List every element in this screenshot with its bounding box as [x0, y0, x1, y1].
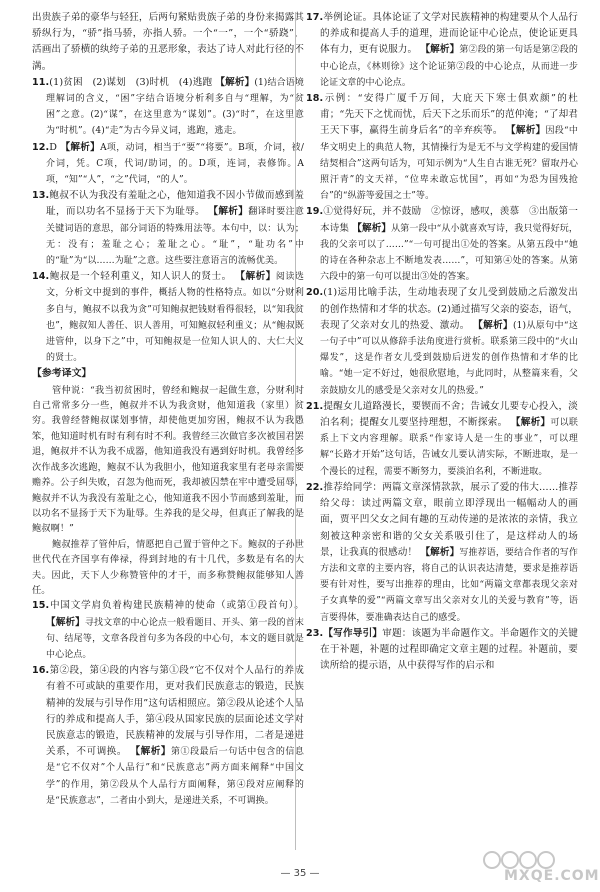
- site-watermark: [482, 848, 600, 886]
- question-number: 13.: [32, 190, 50, 202]
- column-divider: [295, 12, 296, 850]
- analysis-text: 第②段的第一句话是第②段的中心论点，《林则徐》这个论证第②段的中心论点，从而进一步论证文章的中心论点。: [320, 45, 579, 88]
- question-number: 17.: [306, 12, 324, 23]
- analysis-tag: 【解析】: [60, 141, 101, 153]
- answer-text: 鲍叔是一个轻利重义，知人识人的贤士。: [49, 271, 232, 283]
- answer-text: ①觉得好玩，并不鼓励 ②惊讶，感叹，羡慕 ③出版第一本诗集: [320, 206, 578, 234]
- question-number: 14.: [32, 271, 50, 283]
- answer-23: [306, 626, 578, 675]
- answer-text: 提醒女儿道路漫长，要锲而不舍；告诫女儿要专心投入，淡泊名利；提醒女儿要坚持理想，不断探索。: [320, 400, 578, 429]
- answer-18: [306, 91, 578, 204]
- answer-text: 审题：该题为半命题作文。半命题作文的关键在于补题，补题的过程即确定文章主题的过程。补题前，要读所给的提示语，从中获得写作的启示和: [320, 627, 579, 672]
- question-number: 21.: [306, 400, 324, 412]
- intro-paragraph: [32, 10, 304, 75]
- translation-paragraph-1: 管仲说：“我当初贫困时，曾经和鲍叔一起做生意，分财利时自己常常多分一些，鲍叔并不认为我贪财，他知道我（家里）贫穷。我曾经替鲍叔谋划事情，却使他更加穷困，鲍叔不认为我愚笨，他知道时机有时有利有时不利。我曾经三次做官多次被国君罢退，鲍叔并不认为我不成器，他知道我没有遇到好时机。我曾经多次作战多次逃跑，鲍叔不认为我胆小，他知道我家里有老母亲需要赡养。公子纠失败，召忽为他而死，我却被囚禁在牢中遭受屈辱，鲍叔并不认为我没有羞耻之心，他知道我不因小节而感到羞耻，而以功名不显扬于天下为耻辱。生养我的是父母，但真正了解我的是鲍叔啊！”: [32, 384, 304, 535]
- answer-text: 示例：“安得广厦千万间，大庇天下寒士俱欢颜”的杜甫；“先天下之忧而忧，后天下之乐而乐”的范仲淹；“了却君王天下事，赢得生前身后名”的辛弃疾等。: [320, 93, 578, 137]
- translation-paragraph-2: 鲍叔推荐了管仲后，情愿把自己置于管仲之下。鲍叔的子孙世世代代在齐国享有俸禄，得到封地的有十几代，多数是有名的大夫。因此，天下人少称赞管仲的才干，而多称赞鲍叔能够知人善任。: [32, 538, 304, 596]
- question-number: 23.: [306, 627, 324, 639]
- question-number: 22.: [306, 481, 324, 493]
- analysis-text: A项，动词，相当于“要”“将要”。B项，介词，被/介词，凭。C项，代词/助词，的。D项，连词，表修饰。A项，“知”“人”，“之”代词，“的人”。: [46, 142, 304, 186]
- analysis-tag: 【解析】: [46, 616, 85, 628]
- answer-12: [32, 140, 304, 189]
- analysis-tag: 【解析】: [352, 222, 392, 234]
- analysis-text: 可以联系上下文内容理解。联系“作家诗人是一生的事业”，可以理解“长路才开始”这句话，告诫女儿要认清实际，不断进取，是一个漫长的过程，需要不断努力，要淡泊名利，不断进取。: [320, 418, 578, 477]
- question-number: 11.: [32, 76, 50, 88]
- left-column: [32, 10, 304, 809]
- analysis-tag: 【解析】: [420, 546, 460, 558]
- answer-text: 第②段，第④段的内容与第①段“它不仅对个人品行的养成有着不可或缺的重要作用，更对我们民族意志的锻造，民族精神的发展与引导作用”这句话相照应。第②段从论述个人品行的养成和提高人手，第④段从国家民族的层面论述文学对民族意志的锻造，民族精神的发展与引导作用，二者是递进关系，不可调换。: [46, 665, 304, 758]
- answer-11: [32, 75, 304, 140]
- answer-text: (1)运用比喻手法，生动地表现了女儿受到鼓励之后激发出的创作热情和才华的状态。(2)通过描写父亲的姿态，语气，表现了父亲对女儿的热爱、激动。: [320, 287, 578, 331]
- analysis-text: 翻译时要注意关键词语的意思，部分词语的特殊用法等。本句中，以：认为；无：没有；羞耻之心；羞耻之心。“耻”，“耻功名”中的“耻”为“以……为耻”之意。这些要注意语言的流畅优美。: [46, 207, 305, 267]
- answer-text: 举例论证。具体论证了文学对民族精神的构建要从个人品行的养成和提高人手的道理，进而论证中心论点，使论证更具体有力，更有说服力。: [320, 12, 578, 56]
- reference-translation-heading: 【参考译文】: [32, 368, 92, 380]
- answer-text: 推荐给同学：两篇文章深情款款，展示了爱的伟大……推荐给父母：读过两篇文章，眼前立即浮现出一幅幅动人的画面，贾平凹父女之间有趣的互动传递的是浓浓的亲情，我立刻被这种亲密和谐的父女关系吸引住了，是这样动人的场景，让我真的很感动！: [320, 481, 578, 558]
- analysis-text: (1)结合语境理解词的含义，“困”字结合语境分析利多自与“理解，为“贫困”之意。(2)“谋”，在这里意为“谋划”。(3)“时”，在这里意为“时机”。(4)“走”为古今异义词，逃跑，逃走。: [46, 77, 304, 137]
- question-number: 12.: [32, 141, 50, 153]
- answer-22: [306, 480, 578, 626]
- analysis-text: 第①段最后一句话中包含的信息是“它不仅对”个人品行”和“民族意志”两方面来阐释“中国文学”的作用，第②段从个人品行方面阐释，第④段对应阐释的是“民族意志”，二者由小到大，是递进关系，不可调换。: [46, 747, 304, 806]
- analysis-text: (1)从原句中“这一句子中”可以从修辞手法角度进行赏析。联系第三段中的“火山爆发”，这是作者女儿受到鼓励后迸发的创作热情和才华的比喻。“她一定不好过，她很欣慰地，与此同时，从整篇来看，父亲鼓励女儿的感受是父亲对女儿的热爱。”: [320, 320, 579, 396]
- answer-13: [32, 188, 304, 269]
- analysis-tag: 【解析】: [510, 417, 551, 429]
- answer-text: 鲍叔不认为我没有羞耻之心，他知道我不因小节做而感到羞耻，而以功名不显扬于天下为耻辱。: [46, 190, 304, 218]
- analysis-text: 写推荐语，要结合作者的写作方法和文章的主要内容，将自己的认识表达清楚，要求是推荐语要有针对性，要写出推荐的理由，比如“两篇文章都表现父亲对子女真挚的爱”“两篇文章写出父亲对女儿的关爱与教育”等，语言要得体，要准确表达自己的感受。: [320, 547, 579, 623]
- answer-14: [32, 269, 304, 366]
- right-column: [306, 10, 578, 674]
- answer-17: [306, 10, 578, 91]
- question-number: 19.: [306, 206, 324, 218]
- analysis-text: 从第一段中“从小就喜欢写诗，我只觉得好玩，我的父亲可以了……”“一句可提出①处的答案。从第五段中“她的诗在各种杂志上不断地发表……”，可知第④处的答案。从第六段中的第一句可以提出③处的答案。: [320, 223, 579, 283]
- analysis-tag: 【解析】: [473, 319, 514, 331]
- analysis-tag: 【解析】: [235, 271, 276, 283]
- answer-16: [32, 663, 304, 809]
- analysis-tag: 【解析】: [130, 746, 172, 758]
- answer-text: (1)贫困 (2)谋划 (3)时机 (4)逃跑: [49, 76, 213, 88]
- answer-19: [306, 204, 578, 285]
- answer-20: [306, 285, 578, 398]
- question-number: 20.: [306, 287, 324, 299]
- analysis-text: 寻找文章的中心论点一般看题目、开头、第一段的首末句、结尾等，文章各段首句多为各段的中心句，本文的题目就是中心论点。: [46, 617, 304, 660]
- question-number: 16.: [32, 665, 50, 677]
- question-number: 18.: [306, 93, 324, 105]
- analysis-tag: 【解析】: [506, 125, 546, 137]
- analysis-text: 因段“中华文明史上的典范人物，其情操行为是无不与文学构建的爱国情结契相合”这两句话为，可知示例为“人生自古谁无死？留取丹心照汗青”的文天祥，“位卑未敢忘忧国”，再如“为恐为国残抢台”的“纵游等爱国之士”等。: [320, 126, 578, 202]
- question-number: 15.: [32, 600, 50, 612]
- answer-21: [306, 399, 578, 480]
- analysis-tag: 【解析】: [208, 206, 249, 218]
- writing-guide-tag: 【写作导引】: [323, 627, 383, 639]
- page-number: — 35 —: [280, 868, 320, 879]
- analysis-text: 阅读选文，分析文中提到的事件，概括人物的性格特点。如以“分财利多自与，鲍叔不以我为贪”可知鲍叔把钱财看得很轻，以“知我贫也”，鲍叔知人善任、识人善用，可知鲍叔轻利重义；从“鲍叔既进管仲，以身下之”中，可知鲍叔是一位知人识人的、大仁大义的贤士。: [46, 272, 304, 364]
- answer-15: [32, 598, 304, 663]
- answer-text: 中国文学肩负着构建民族精神的使命（或第①段首句）。: [49, 600, 304, 612]
- answer-text: D: [49, 141, 58, 153]
- analysis-tag: 【解析】: [215, 76, 255, 88]
- intro-text: 出贵族子弟的豪华与轻狂，后两句紧贴贵族子弟的身份来揭露其骄纵行为，“骄”指马骄，亦指人骄。一个“一”，一个“骄跷”，活画出了骄横的纨绔子弟的丑恶形象，表达了诗人对此行径的不满。: [32, 12, 304, 72]
- watermark-text: MXQE.COM: [504, 868, 600, 884]
- analysis-tag: 【解析】: [420, 44, 460, 56]
